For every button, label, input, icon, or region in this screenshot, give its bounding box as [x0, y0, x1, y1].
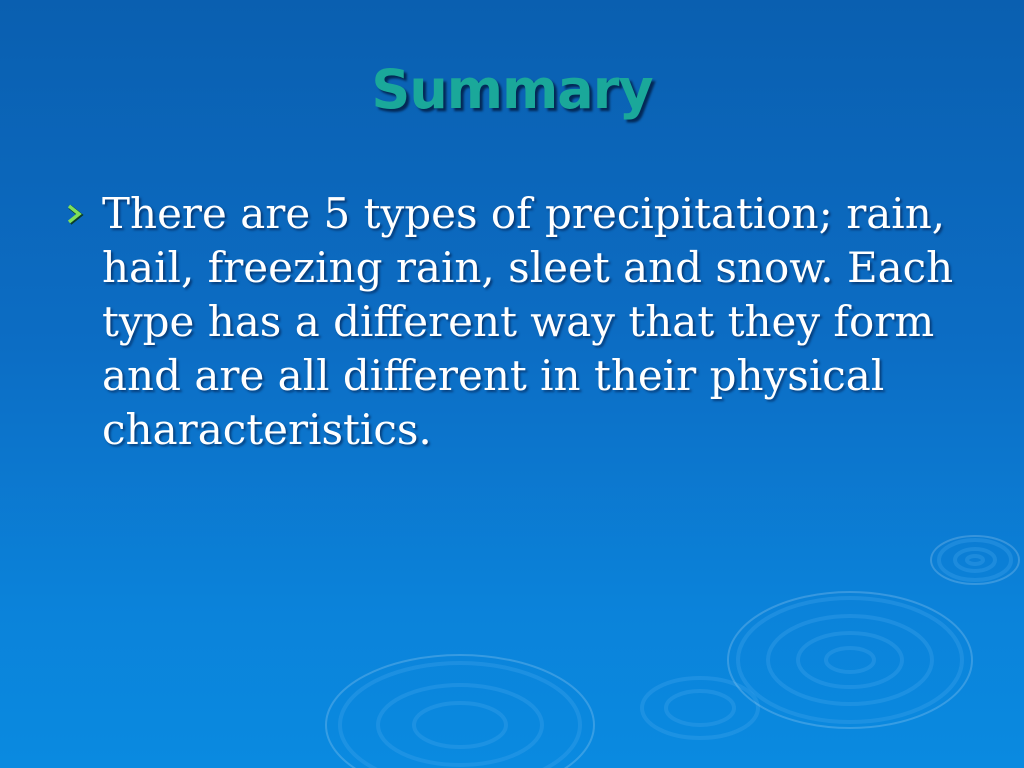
bullet-item — [60, 187, 960, 457]
bullet-text: There are 5 types of precipitation; rain, hail, freezing rain, sleet and snow. Each type has a different way that they form and are all different in their physical characteristics. — [102, 189, 954, 454]
slide-title: Summary — [371, 58, 653, 121]
bullet-list — [60, 187, 960, 457]
chevron-right-icon — [64, 203, 86, 225]
